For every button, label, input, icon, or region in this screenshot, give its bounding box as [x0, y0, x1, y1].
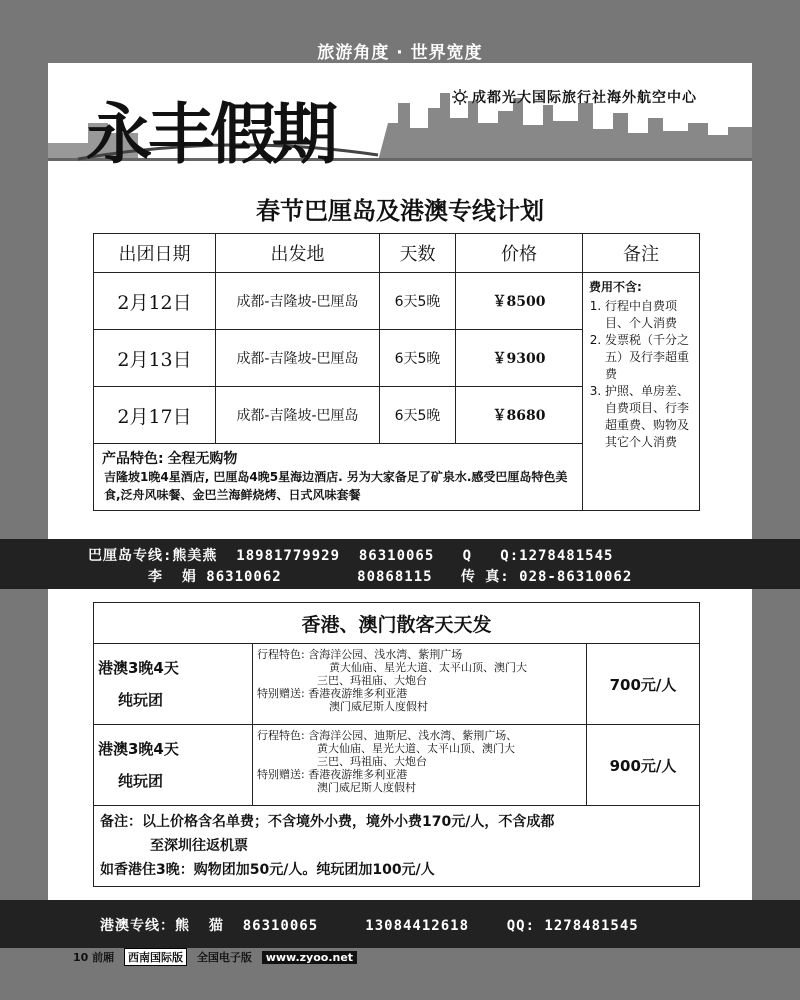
gift-line: 澳门威尼斯人度假村: [329, 700, 428, 713]
header-price: 价格: [456, 234, 583, 273]
hk-macau-table: [93, 602, 700, 887]
remarks-line: 备注：以上价格含名单费；不含境外小费，境外小费170元/人，不含成都: [100, 814, 555, 830]
table-row: [94, 644, 700, 725]
feature-cell: [94, 444, 583, 511]
row-price: ￥9300: [456, 330, 583, 387]
hk-contact-bar: [0, 900, 800, 948]
row-price: ￥8500: [456, 273, 583, 330]
gift-line: 澳门威尼斯人度假村: [317, 781, 416, 794]
feature-line: 黄大仙庙、星光大道、太平山顶、澳门大: [329, 661, 527, 674]
tour-price: 900元/人: [587, 725, 700, 806]
row-date: 2月12日: [94, 273, 216, 330]
feature-label: 行程特色:: [257, 729, 305, 742]
header-date: 出团日期: [94, 234, 216, 273]
footer-label: 前厢: [92, 951, 115, 964]
feature-line: 三巴、玛祖庙、大炮台: [317, 755, 427, 768]
notes-item: 3. 护照、单房差、自费项目、行李超重费、购物及其它个人消费: [605, 383, 693, 451]
notes-cell: [583, 273, 700, 511]
feature-line: 含海洋公园、迪斯尼、浅水湾、紫荆广场、: [308, 729, 518, 742]
feature-text: 吉隆坡1晚4星酒店, 巴厘岛4晚5星海边酒店. 另为大家备足了矿泉水.感受巴厘岛特色美食,泛舟风味餐、金巴兰海鲜烧烤、日式风味套餐: [104, 470, 568, 502]
feature-label: 产品特色:: [102, 451, 164, 467]
row-date: 2月17日: [94, 387, 216, 444]
row-days: 6天5晚: [380, 273, 456, 330]
bali-schedule-table: [93, 233, 700, 511]
hk-table-title: 香港、澳门散客天天发: [94, 603, 700, 644]
tour-price: 700元/人: [587, 644, 700, 725]
tour-name: [94, 725, 253, 806]
row-departure: 成都-吉隆坡-巴厘岛: [216, 330, 380, 387]
tour-name-line2: 纯玩团: [118, 691, 164, 709]
feature-line: 含海洋公园、浅水湾、紫荆广场: [308, 648, 463, 661]
table-row: [94, 725, 700, 806]
header-notes: 备注: [583, 234, 700, 273]
row-departure: 成都-吉隆坡-巴厘岛: [216, 387, 380, 444]
website-link[interactable]: www.zyoo.net: [262, 951, 357, 964]
logo: 永丰假期: [86, 95, 334, 173]
row-price: ￥8680: [456, 387, 583, 444]
bali-contact-line1: 巴厘岛专线:熊美燕 18981779929 86310065 Q Q:1278481545: [88, 548, 614, 564]
feature-label: 行程特色:: [257, 648, 305, 661]
page-number: 10: [73, 950, 89, 964]
table-header-row: [94, 234, 700, 273]
tour-name-line1: 港澳3晚4天: [98, 740, 179, 758]
feature-highlight: 全程无购物: [167, 451, 238, 467]
feature-line: 三巴、玛祖庙、大炮台: [317, 674, 427, 687]
banner: [48, 63, 752, 171]
notes-heading: 费用不含:: [589, 280, 642, 294]
row-days: 6天5晚: [380, 330, 456, 387]
tour-name: [94, 644, 253, 725]
sun-logo-icon: [452, 89, 468, 105]
feature-line: 黄大仙庙、星光大道、太平山顶、澳门大: [317, 742, 515, 755]
agency-text: 成都光大国际旅行社海外航空中心: [472, 90, 697, 106]
tour-name-line1: 港澳3晚4天: [98, 659, 179, 677]
gift-label: 特别赠送:: [257, 768, 305, 781]
tour-detail: [253, 644, 587, 725]
footer-edition-box: 西南国际版: [124, 948, 187, 966]
row-departure: 成都-吉隆坡-巴厘岛: [216, 273, 380, 330]
footer-edition: 全国电子版: [196, 951, 252, 964]
gift-label: 特别赠送:: [257, 687, 305, 700]
slogan: 旅游角度 · 世界宽度: [317, 43, 483, 63]
row-date: 2月13日: [94, 330, 216, 387]
gift-line: 香港夜游维多利亚港: [308, 768, 408, 781]
agency-name: [452, 87, 697, 107]
footer: [48, 948, 752, 966]
tour-name-line2: 纯玩团: [118, 772, 164, 790]
remarks-line: 如香港住3晚：购物团加50元/人。纯玩团加100元/人: [100, 862, 435, 878]
header-days: 天数: [380, 234, 456, 273]
notes-item: 2. 发票税（千分之五）及行李超重费: [605, 332, 693, 383]
remarks-line: 至深圳往返机票: [150, 838, 248, 854]
page-title: 春节巴厘岛及港澳专线计划: [256, 197, 544, 225]
tour-detail: [253, 725, 587, 806]
remarks-cell: [94, 806, 700, 887]
bali-contact-bar: [0, 539, 800, 589]
row-days: 6天5晚: [380, 387, 456, 444]
table-row: [94, 273, 700, 330]
page: [48, 63, 752, 964]
notes-item: 1. 行程中自费项目、个人消费: [605, 298, 693, 332]
header-departure: 出发地: [216, 234, 380, 273]
bali-contact-line2: 李 娟 86310062 80868115 传 真: 028-86310062: [148, 569, 633, 585]
hk-contact-line: 港澳专线：熊 猫 86310065 13084412618 QQ: 1278481545: [100, 918, 639, 934]
remarks-row: [94, 806, 700, 887]
gift-line: 香港夜游维多利亚港: [308, 687, 408, 700]
